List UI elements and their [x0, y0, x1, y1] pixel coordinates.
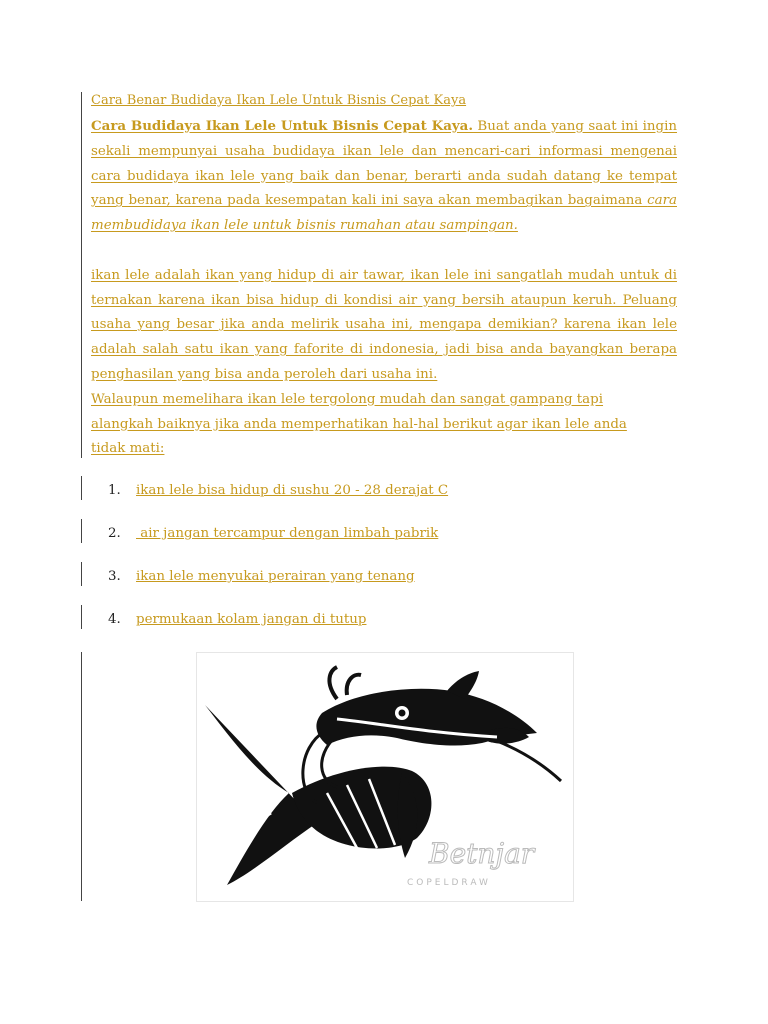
- list-number: 4.: [108, 612, 121, 627]
- quote-bar-item-1: [81, 476, 82, 500]
- warning-line-1[interactable]: Walaupun memelihara ikan lele tergolong mudah dan sangat gampang tapi: [91, 391, 604, 407]
- warning-line-3[interactable]: tidak mati:: [91, 441, 165, 457]
- list-item: [108, 524, 438, 544]
- description-paragraph[interactable]: ikan lele adalah ikan yang hidup di air tawar, ikan lele ini sangatlah mudah untuk di ternakan karena ikan bisa hidup di kondisi air yang bersih ataupun keruh. Peluang usaha yang besar jika anda melirik usaha ini, mengapa demikian? karena ikan lele adalah salah satu ikan yang faforite di indonesia, jadi bisa anda bayangkan berapa penghasilan yang bisa anda peroleh dari usaha ini.: [91, 267, 677, 382]
- list-item: [108, 481, 448, 501]
- list-number: 2.: [108, 526, 121, 541]
- list-item: [108, 610, 366, 630]
- intro-text[interactable]: Buat anda yang saat ini ingin sekali mempunyai usaha budidaya ikan lele dan mencari-cari informasi mengenai cara budidaya ikan lele yang baik dan benar, berarti anda sudah datang ke tempat yang benar, karena pada kesempatan kali ini saya akan membagikan bagaimana: [91, 119, 677, 209]
- list-number: 1.: [108, 483, 121, 498]
- intro-bold-heading[interactable]: Cara Budidaya Ikan Lele Untuk Bisnis Cepat Kaya.: [91, 118, 474, 134]
- watermark-caption: COPELDRAW: [407, 878, 491, 888]
- quote-bar-item-3: [81, 562, 82, 586]
- watermark-script: Betnjar: [429, 837, 535, 870]
- warning-paragraph[interactable]: [91, 388, 677, 462]
- warning-line-2[interactable]: alangkah baiknya jika anda memperhatikan hal-hal berikut agar ikan lele anda: [91, 416, 627, 432]
- list-item-link[interactable]: ikan lele bisa hidup di sushu 20 - 28 derajat C: [136, 483, 449, 498]
- article-body: [91, 91, 677, 462]
- quote-bar-image: [81, 652, 82, 901]
- catfish-illustration-icon: [197, 653, 573, 901]
- intro-paragraph[interactable]: [91, 114, 677, 239]
- list-item-link[interactable]: air jangan tercampur dengan limbah pabrik: [136, 526, 439, 541]
- article-title-link[interactable]: Cara Benar Budidaya Ikan Lele Untuk Bisnis Cepat Kaya: [91, 93, 467, 108]
- quote-bar-main: [81, 92, 82, 458]
- quote-bar-item-2: [81, 519, 82, 543]
- list-item-link[interactable]: permukaan kolam jangan di tutup: [136, 612, 367, 627]
- catfish-image: [196, 652, 574, 902]
- list-item-link[interactable]: ikan lele menyukai perairan yang tenang: [136, 569, 415, 584]
- list-item: [108, 567, 415, 587]
- quote-bar-item-4: [81, 605, 82, 629]
- intro-italic-text[interactable]: cara membudidaya ikan lele untuk bisnis rumahan atau sampingan.: [91, 193, 677, 234]
- list-number: 3.: [108, 569, 121, 584]
